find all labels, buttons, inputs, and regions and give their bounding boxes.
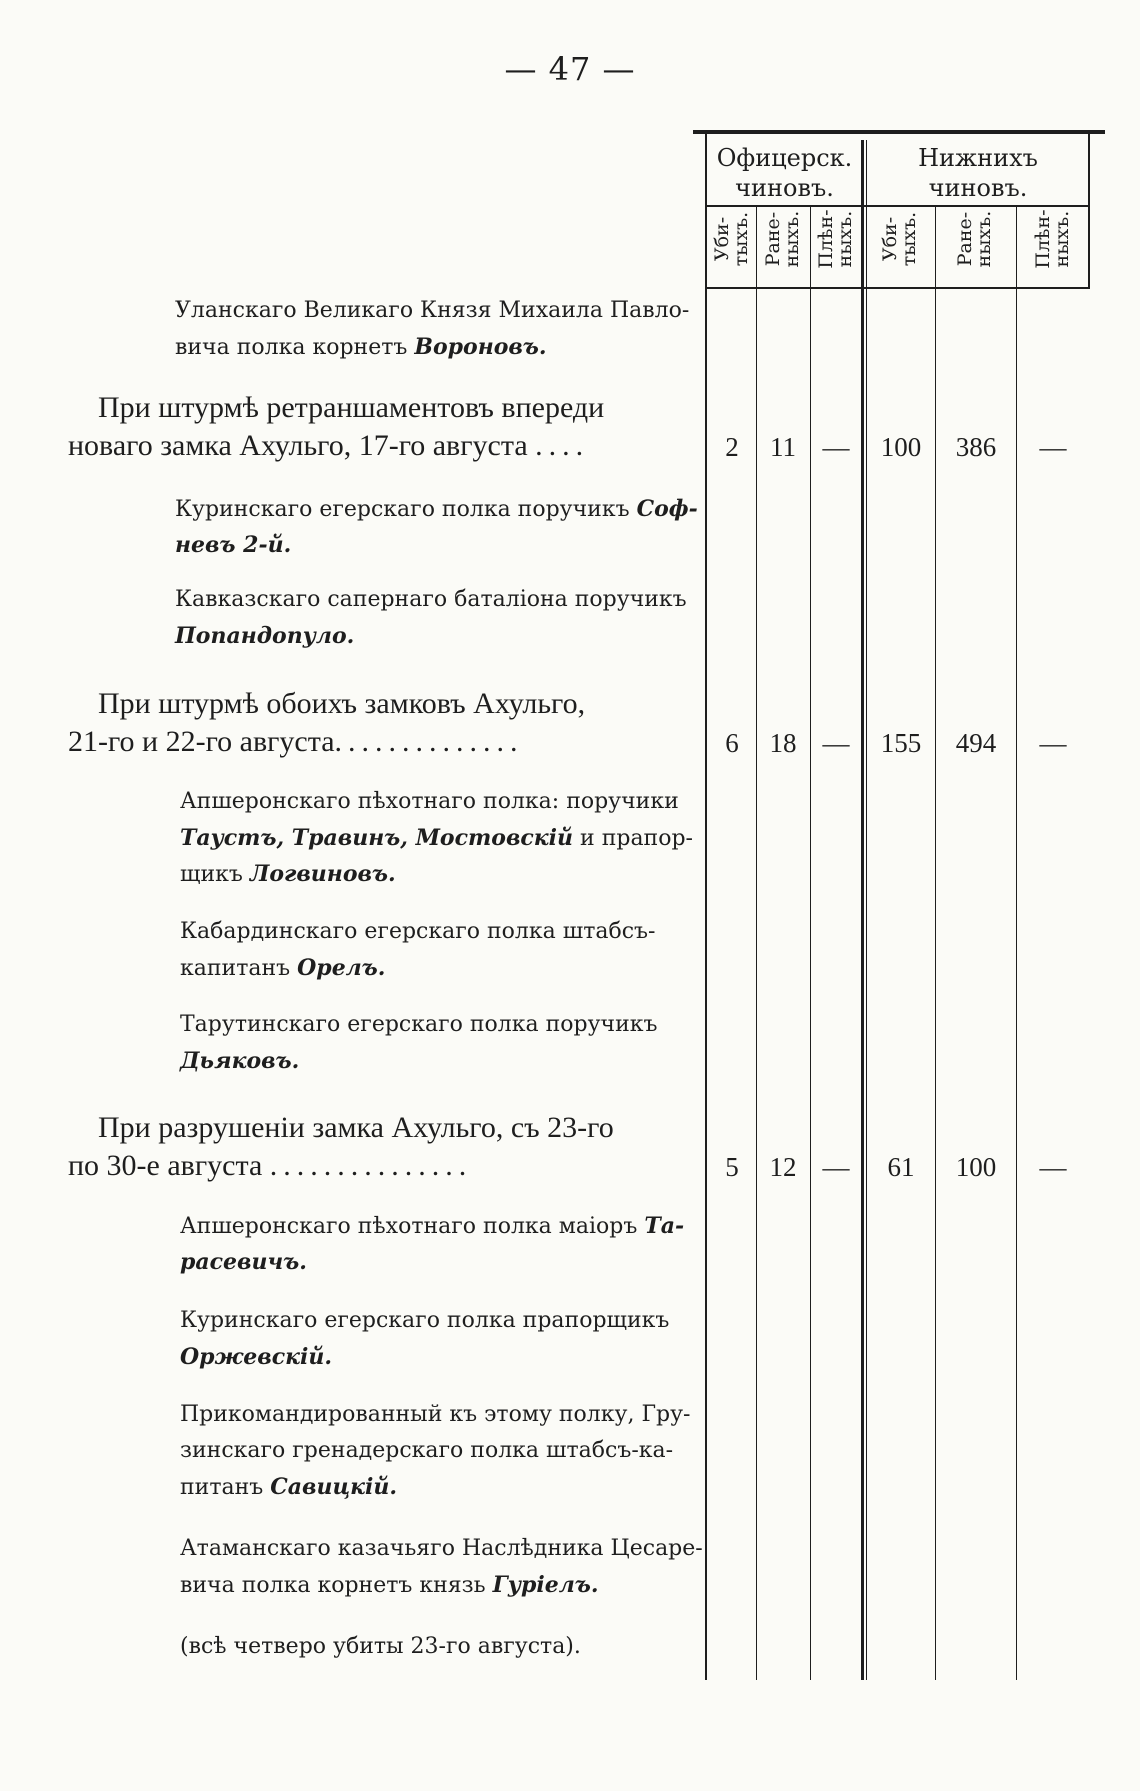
header-officers-line1: Офицерск. (716, 144, 853, 172)
person-8-line-1: Прикомандированный къ этому полку, Гру- (180, 1402, 691, 1427)
person-4-line-2 (180, 949, 385, 988)
person-2-name: Попандопуло. (175, 623, 355, 649)
subheader-lower-killed: Уби- тыхъ. (879, 211, 920, 267)
event-2-officers-killed: 6 (725, 728, 739, 758)
header-lower (868, 143, 1088, 203)
event-3-lower-wounded: 100 (955, 1152, 997, 1182)
person-3-names: Таустъ, Травинъ, Мостовскій (180, 825, 574, 851)
subheader-officers-captured: Плѣн- ныхъ. (815, 209, 856, 269)
event-2-dots: .............. (334, 725, 524, 758)
person-9-line-2 (180, 1566, 598, 1605)
intro-name: Вороновъ. (414, 334, 547, 360)
event-3-line-1: При разрушеніи замка Ахульго, съ 23-го (98, 1111, 614, 1144)
event-1-lower-wounded: 386 (955, 432, 997, 462)
person-5-name: Дьяковъ. (180, 1048, 300, 1074)
page-number: — 47 — (504, 50, 636, 88)
person-3-line-1: Апшеронскаго пѣхотнаго полка: поручики (180, 789, 679, 814)
person-4-text: капитанъ (180, 956, 298, 981)
event-2-lower-killed: 155 (880, 728, 922, 758)
event-1-text: новаго замка Ахульго, 17-го августа (68, 429, 528, 462)
event-1-officers-killed: 2 (725, 432, 739, 462)
table-right-border (1088, 132, 1090, 289)
person-9-line-1: Атаманскаго казачьяго Наслѣдника Цесаре- (180, 1536, 703, 1561)
event-1-lower-captured: — (1039, 432, 1067, 462)
event-3-text: по 30-е августа (68, 1149, 263, 1182)
event-1-line-2 (68, 428, 589, 464)
event-2-lower-captured: — (1039, 728, 1067, 758)
subheader-lower-wounded: Ране- ныхъ. (954, 210, 995, 268)
table-left-border (705, 132, 707, 1680)
event-3-officers-captured: — (822, 1152, 850, 1182)
event-2-line-1: При штурмѣ обоихъ замковъ Ахульго, (98, 687, 586, 720)
event-2-line-2 (68, 724, 524, 760)
person-6-text: Апшеронскаго пѣхотнаго полка маіоръ (180, 1214, 645, 1239)
header-bottom-rule (705, 287, 1089, 289)
event-3-lower-killed: 61 (887, 1152, 915, 1182)
person-6-name-b: расевичъ. (180, 1249, 307, 1275)
person-4-line-1: Кабардинскаго егерскаго полка штабсъ- (180, 919, 656, 944)
event-2-officers-captured: — (822, 728, 850, 758)
event-1-lower-killed: 100 (880, 432, 922, 462)
event-3-officers-wounded: 12 (769, 1152, 797, 1182)
col-divider-1 (756, 205, 757, 1680)
person-1-line-1 (175, 490, 698, 529)
person-2-line-1: Кавказскаго сапернаго баталіона поручикъ (175, 587, 687, 612)
col-divider-2 (810, 205, 811, 1680)
col-divider-5 (1016, 205, 1017, 1680)
header-officers (708, 143, 861, 203)
person-3-line-3 (180, 855, 396, 894)
event-1-line-1: При штурмѣ ретраншаментовъ впереди (98, 391, 605, 424)
person-9-text: вича полка корнетъ князь (180, 1573, 493, 1598)
subheader-officers-killed: Уби- тыхъ. (711, 211, 752, 267)
person-8-line-2: зинскаго гренадерскаго полка штабсъ-ка- (180, 1438, 674, 1463)
event-3-lower-captured: — (1039, 1152, 1067, 1182)
person-1-name-b: невъ 2-й. (175, 532, 292, 558)
person-7-line-1: Куринскаго егерскаго полка прапорщикъ (180, 1308, 670, 1333)
person-7-name: Оржевскій. (180, 1344, 333, 1370)
subheader-officers-wounded: Ране- ныхъ. (762, 210, 803, 268)
person-6-line-1 (180, 1207, 684, 1246)
person-8-text: питанъ (180, 1475, 271, 1500)
footnote: (всѣ четверо убиты 23-го августа). (180, 1634, 581, 1659)
event-3-line-2 (68, 1148, 472, 1184)
event-2-officers-wounded: 18 (769, 728, 797, 758)
intro-line-2 (175, 328, 547, 367)
event-3-dots: ............... (269, 1149, 473, 1182)
col-divider-4 (935, 205, 936, 1680)
person-9-name: Гуріелъ. (492, 1572, 599, 1598)
event-2-text: 21-го и 22-го августа (68, 725, 335, 758)
person-8-line-3 (180, 1468, 397, 1507)
event-1-officers-captured: — (822, 432, 850, 462)
person-1-text: Куринскаго егерскаго полка поручикъ (175, 497, 637, 522)
person-6-name-a: Та- (644, 1213, 685, 1239)
event-1-officers-wounded: 11 (770, 432, 796, 462)
person-3-name-c: Логвиновъ. (249, 861, 396, 887)
subheader-lower-captured: Плѣн- ныхъ. (1032, 209, 1073, 269)
event-2-lower-wounded: 494 (955, 728, 997, 758)
table-top-rule (693, 130, 1105, 134)
event-3-officers-killed: 5 (725, 1152, 739, 1182)
group-divider-2 (866, 140, 867, 1680)
header-lower-line2: чиновъ. (928, 174, 1028, 202)
person-3-text-c: щикъ (180, 862, 250, 887)
event-1-dots: .... (535, 429, 590, 462)
person-1-name-a: Соф- (636, 496, 698, 522)
person-3-line-2 (180, 819, 693, 858)
person-4-name: Орелъ. (297, 955, 386, 981)
person-5-line-1: Тарутинскаго егерскаго полка поручикъ (180, 1012, 658, 1037)
intro-line-1: Уланскаго Великаго Князя Михаила Павло- (175, 298, 690, 323)
header-lower-line1: Нижнихъ (918, 144, 1038, 172)
header-officers-line2: чиновъ. (735, 174, 834, 202)
group-divider (861, 140, 864, 1680)
person-8-name: Савицкій. (270, 1474, 398, 1500)
person-3-text-b: и прапор- (573, 826, 693, 851)
intro-text: вича полка корнетъ (175, 335, 415, 360)
